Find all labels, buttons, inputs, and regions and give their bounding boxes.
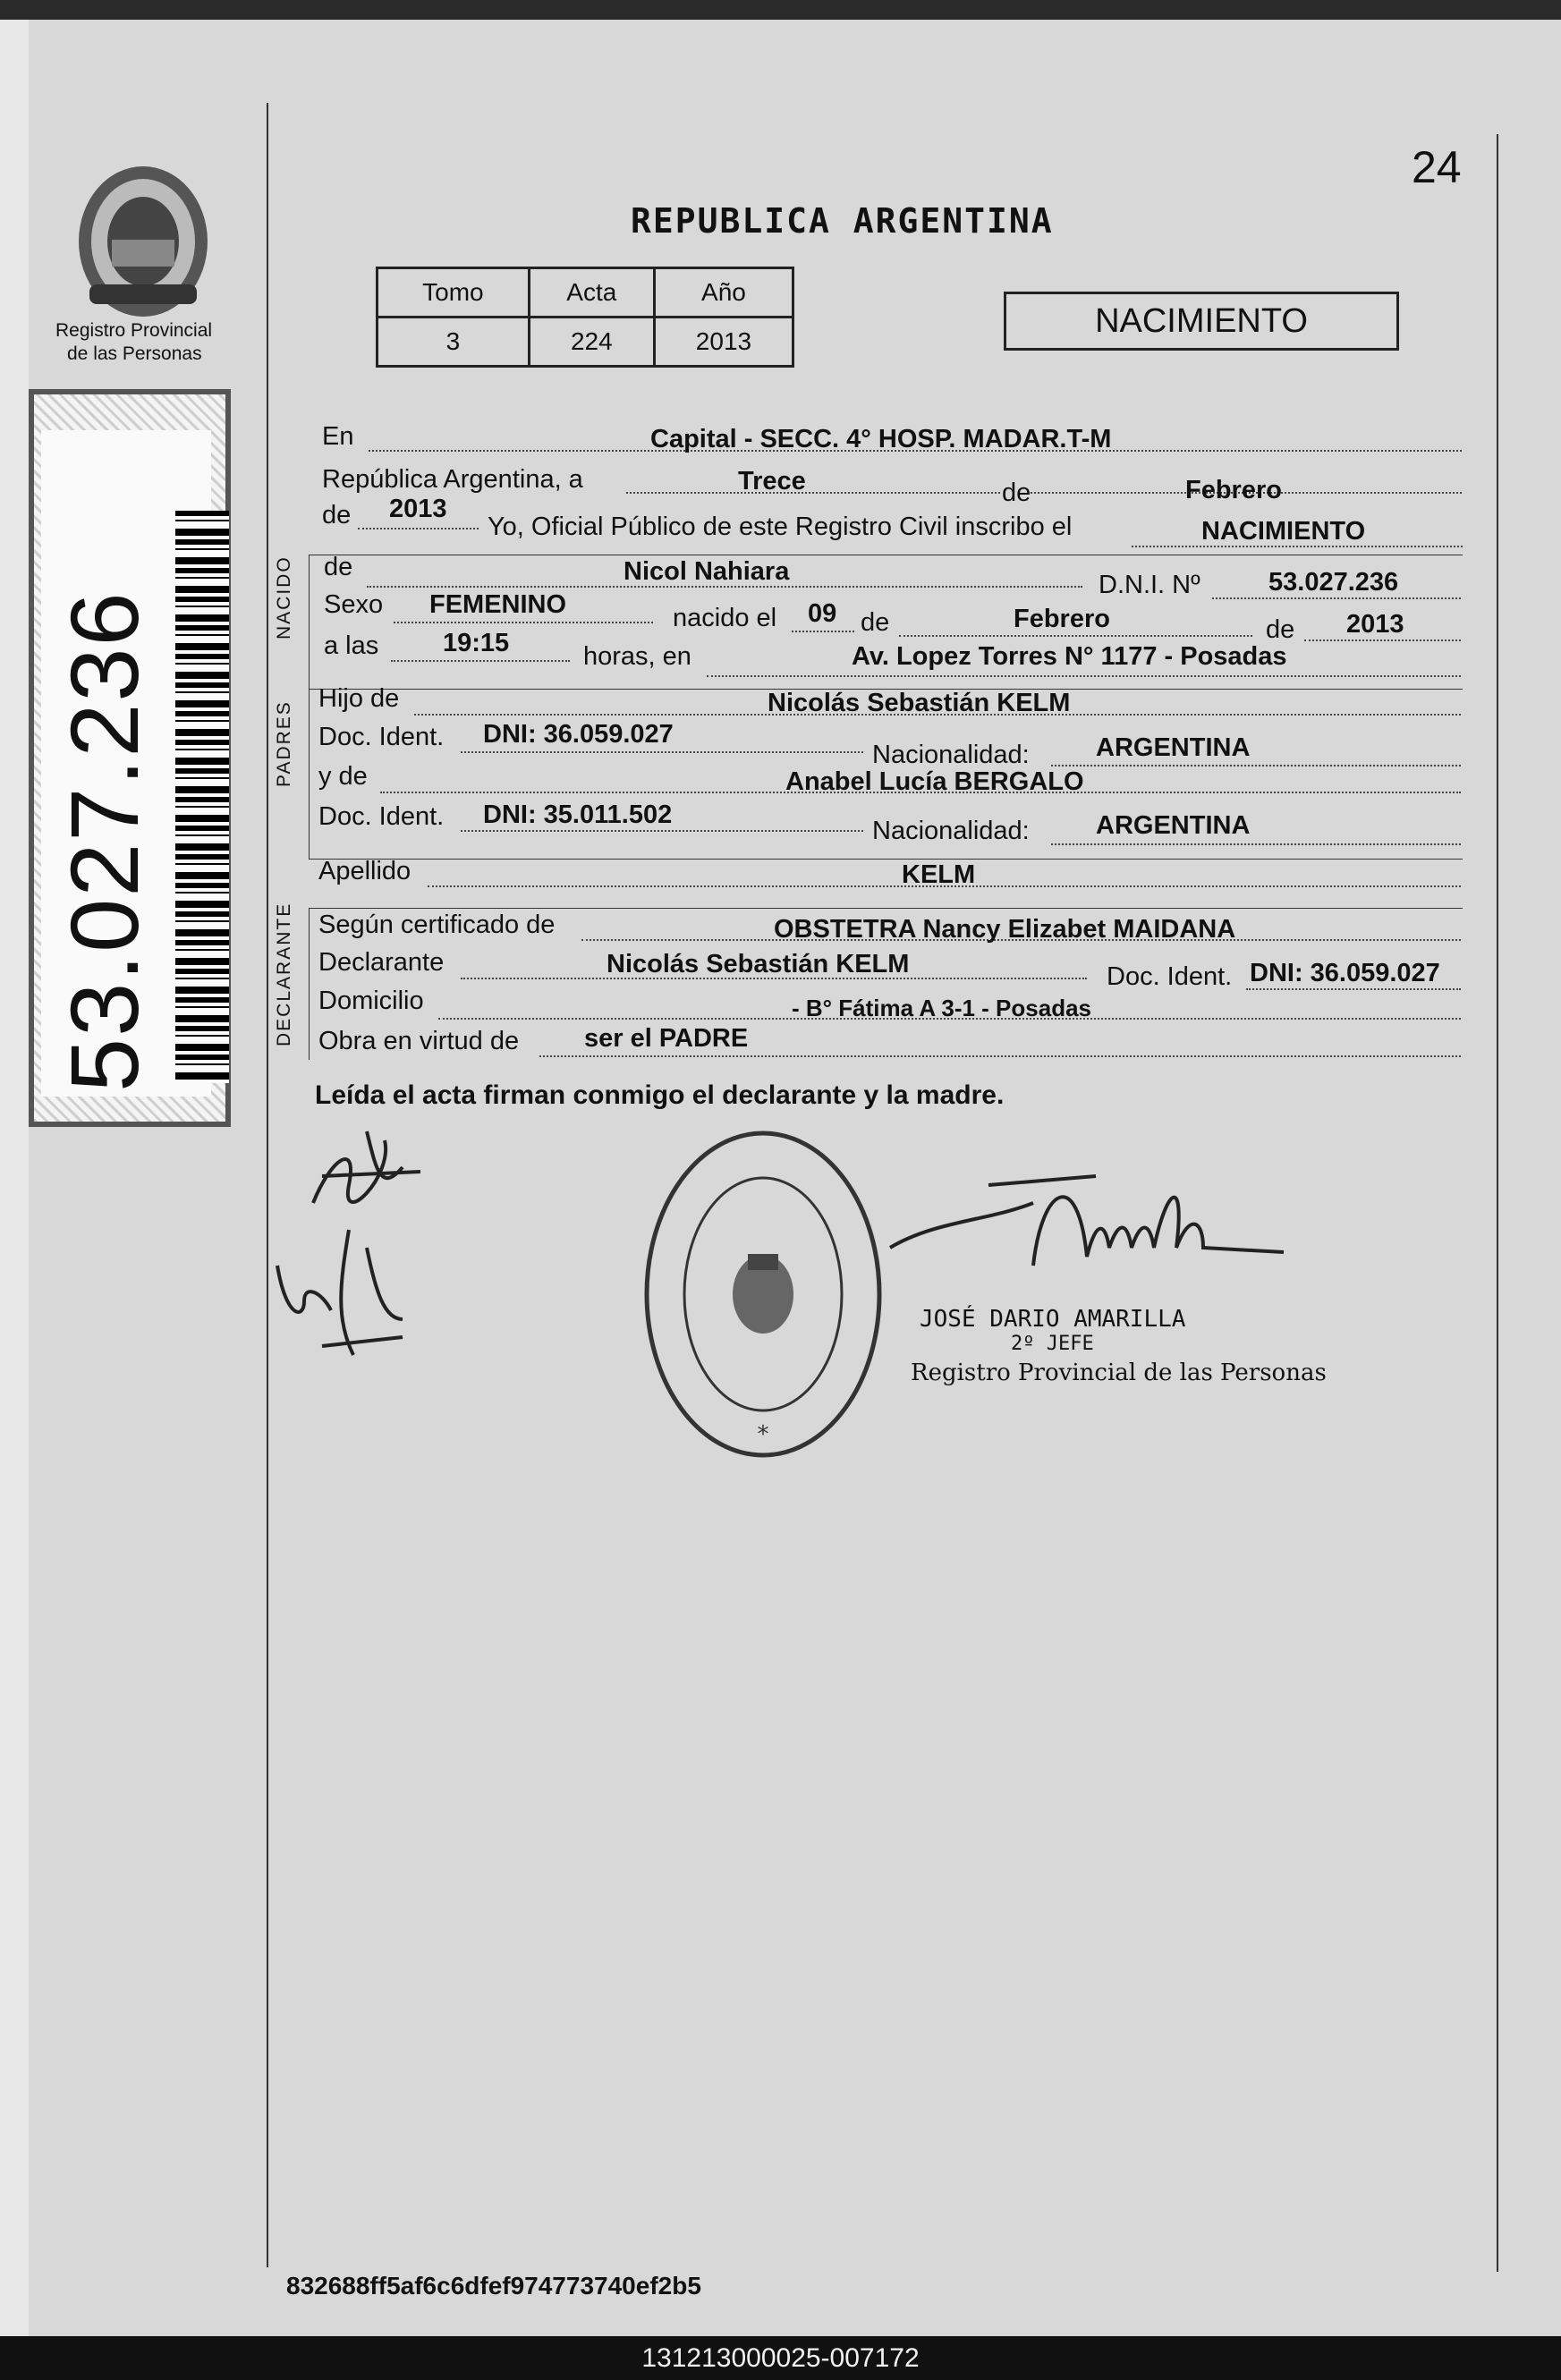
dots-padre-nac [1051, 765, 1461, 767]
label-hijo-de: Hijo de [318, 684, 400, 713]
barcode-panel [41, 430, 211, 1097]
label-apellido: Apellido [318, 857, 411, 885]
separator-3 [309, 859, 1463, 860]
label-dni: D.N.I. Nº [1099, 571, 1200, 599]
section-label-padres: PADRES [274, 700, 294, 787]
label-sexo: Sexo [324, 590, 384, 619]
dots-hora [391, 660, 570, 662]
value-acto: NACIMIENTO [1201, 517, 1366, 546]
official-name: JOSÉ DARIO AMARILLA [920, 1306, 1186, 1333]
value-mes-nac: Febrero [1014, 605, 1110, 633]
dots-madre-nac [1051, 843, 1461, 845]
logo-caption-line1: Registro Provincial [55, 320, 213, 341]
label-declarante: Declarante [318, 948, 445, 977]
label-de-name: de [324, 553, 353, 581]
header-tomo: Tomo [378, 268, 530, 318]
value-nombre: Nicol Nahiara [624, 557, 790, 586]
mother-signature-icon [268, 1212, 420, 1364]
value-madre: Anabel Lucía BERGALO [785, 767, 1084, 796]
label-doc-ident-madre: Doc. Ident. [318, 802, 445, 831]
dots-lugar-nac [707, 675, 1461, 677]
value-acta: 224 [529, 318, 654, 367]
value-tomo: 3 [378, 318, 530, 367]
value-anio: 2013 [654, 318, 793, 367]
footer-id: 131213000025-007172 [0, 2336, 1561, 2380]
dots-padre-doc [461, 751, 863, 753]
dots-sexo [394, 622, 653, 623]
value-hora: 19:15 [443, 629, 510, 657]
section-label-declarante: DECLARANTE [274, 902, 294, 1046]
label-oficial: Yo, Oficial Público de este Registro Civil inscribo el [488, 512, 1073, 541]
label-obra-en-virtud: Obra en virtud de [318, 1027, 520, 1055]
dots-dni [1212, 597, 1461, 599]
label-segun-certificado: Según certificado de [318, 910, 556, 939]
reference-table [376, 267, 794, 368]
value-lugar: Capital - SECC. 4° HOSP. MADAR.T-M [650, 425, 1112, 453]
section-divider-declarante [309, 908, 310, 1060]
value-declarante: Nicolás Sebastián KELM [607, 950, 910, 978]
section-divider-padres [309, 689, 310, 859]
official-signature-icon [881, 1149, 1293, 1310]
value-dia-nac: 09 [808, 599, 837, 628]
label-de-mes-nac: de [861, 608, 890, 637]
dots-year [358, 528, 479, 529]
value-lugar-nac: Av. Lopez Torres N° 1177 - Posadas [852, 642, 1287, 671]
label-de-anio-nac: de [1266, 615, 1295, 644]
label-republica: República Argentina, a [322, 465, 583, 494]
value-mes: Febrero [1185, 476, 1282, 504]
label-doc-ident-declarante: Doc. Ident. [1107, 962, 1233, 991]
dots-anio-nac [1304, 639, 1461, 641]
barcode-block [29, 389, 231, 1127]
label-a-las: a las [324, 631, 379, 660]
label-nacionalidad-padre: Nacionalidad: [872, 741, 1030, 769]
value-sexo: FEMENINO [429, 590, 567, 619]
barcode-number: 53.027.236 [50, 590, 158, 1092]
logo-caption-line2: de las Personas [67, 343, 202, 364]
frame-right-line [1497, 134, 1498, 2272]
value-anio: 2013 [389, 495, 447, 523]
country-title: REPUBLICA ARGENTINA [631, 201, 1054, 241]
official-title: 2º JEFE [1011, 1333, 1094, 1355]
label-nacido-el: nacido el [673, 604, 777, 632]
value-madre-doc: DNI: 35.011.502 [483, 800, 673, 829]
value-certificado: OBSTETRA Nancy Elizabet MAIDANA [774, 915, 1236, 944]
svg-text:*: * [757, 1421, 769, 1448]
value-padre-nac: ARGENTINA [1096, 733, 1251, 762]
value-declarante-doc: DNI: 36.059.027 [1250, 959, 1440, 987]
label-doc-ident-padre: Doc. Ident. [318, 723, 445, 751]
value-madre-nac: ARGENTINA [1096, 811, 1251, 840]
value-padre: Nicolás Sebastián KELM [768, 689, 1071, 717]
province-crest-icon [72, 159, 215, 320]
dots-dia-nac [792, 631, 854, 632]
dots-declarante-doc [1246, 988, 1461, 990]
closing-statement: Leída el acta firman conmigo el declarante y la madre. [315, 1080, 1005, 1110]
footer-hash: 832688ff5af6c6dfef974773740ef2b5 [286, 2272, 701, 2300]
section-label-nacido: NACIDO [274, 555, 294, 639]
header-acta: Acta [529, 268, 654, 318]
header-anio: Año [654, 268, 793, 318]
value-apellido: KELM [902, 860, 976, 889]
label-de-mes: de [1002, 479, 1031, 507]
separator-4 [309, 908, 1463, 909]
value-dni: 53.027.236 [1268, 568, 1399, 597]
frame-left-line [267, 103, 268, 2267]
page-left-edge [0, 20, 29, 2336]
label-en: En [322, 422, 354, 451]
value-virtud: ser el PADRE [584, 1024, 749, 1053]
label-horas-en: horas, en [583, 642, 691, 671]
value-dia-letras: Trece [738, 467, 806, 495]
label-nacionalidad-madre: Nacionalidad: [872, 817, 1030, 845]
barcode-bars [175, 511, 229, 1083]
dots-virtud [539, 1055, 1461, 1057]
value-domicilio: - B° Fátima A 3-1 - Posadas [792, 995, 1092, 1021]
dots-madre-doc [461, 830, 863, 832]
dots-mes-nac [899, 635, 1252, 637]
value-anio-nac: 2013 [1346, 610, 1404, 639]
label-domicilio: Domicilio [318, 987, 424, 1015]
page-number: 24 [1412, 142, 1462, 192]
record-type-box: NACIMIENTO [1004, 292, 1399, 351]
label-de-year: de [322, 501, 352, 529]
label-y-de: y de [318, 762, 368, 791]
value-padre-doc: DNI: 36.059.027 [483, 720, 674, 749]
section-divider-nacido [309, 555, 310, 689]
official-seal-icon [642, 1129, 884, 1460]
official-office: Registro Provincial de las Personas [911, 1359, 1327, 1386]
